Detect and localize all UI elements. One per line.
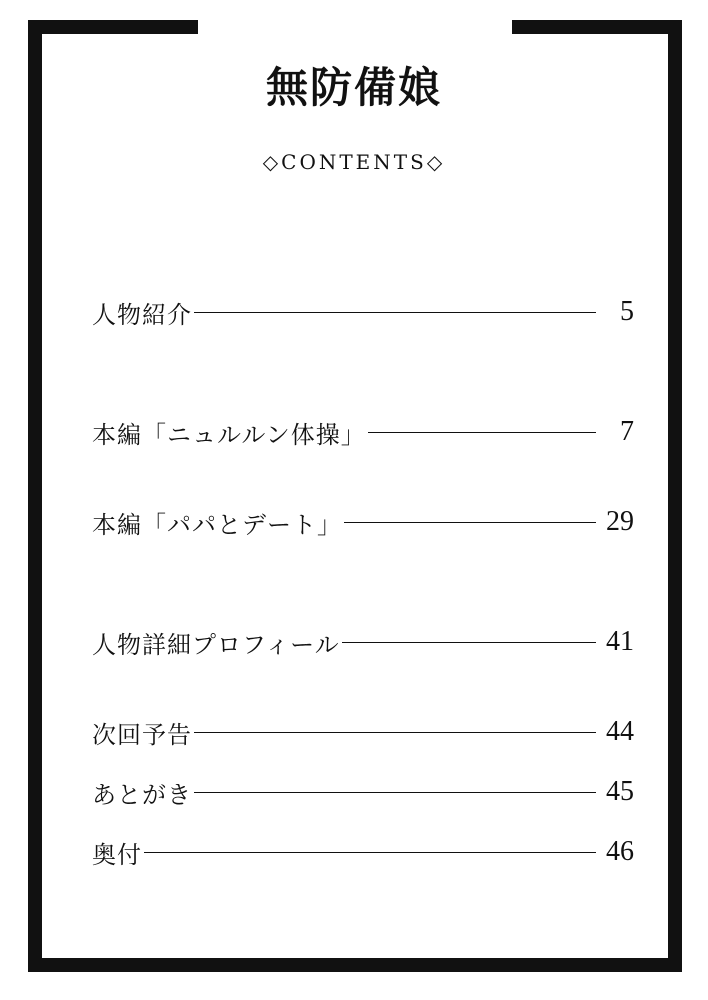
toc-page-number: 44 — [606, 716, 634, 747]
frame-bottom-bar — [28, 958, 682, 972]
toc-entry-label: あとがき — [92, 780, 192, 809]
toc-entry-label: 奥付 — [92, 840, 142, 869]
toc-page-number: 5 — [620, 296, 634, 327]
toc-entry-character-intro[interactable] — [92, 295, 634, 329]
toc-entry-label: 本編「パパとデート」 — [92, 510, 342, 539]
toc-leader-line — [368, 432, 596, 433]
toc-leader-line — [194, 312, 596, 313]
frame-top-right-bar — [512, 20, 682, 34]
toc-leader-line — [194, 732, 596, 733]
toc-leader-line — [342, 642, 596, 643]
toc-entry-colophon[interactable] — [92, 835, 634, 869]
toc-entry-main-story-1[interactable] — [92, 415, 634, 449]
toc-entry-afterword[interactable] — [92, 775, 634, 809]
frame-top-left-bar — [28, 20, 198, 34]
toc-entry-label: 本編「ニュルルン体操」 — [92, 420, 366, 449]
toc-entry-detailed-profile[interactable] — [92, 625, 634, 659]
toc-entry-label: 人物詳細プロフィール — [92, 630, 340, 659]
toc-leader-line — [144, 852, 596, 853]
toc-entry-main-story-2[interactable] — [92, 505, 634, 539]
toc-page-number: 41 — [606, 626, 634, 657]
toc-entry-label: 次回予告 — [92, 720, 192, 749]
toc-leader-line — [344, 522, 596, 523]
toc-entry-next-preview[interactable] — [92, 715, 634, 749]
toc-page-number: 45 — [606, 776, 634, 807]
contents-heading: ◇CONTENTS◇ — [262, 150, 446, 174]
toc-leader-line — [194, 792, 596, 793]
toc-page-number: 7 — [620, 416, 634, 447]
toc-page-number: 46 — [606, 836, 634, 867]
toc-entry-label: 人物紹介 — [92, 300, 192, 329]
page-title: 無防備娘 — [265, 63, 442, 112]
toc-page-number: 29 — [606, 506, 634, 537]
